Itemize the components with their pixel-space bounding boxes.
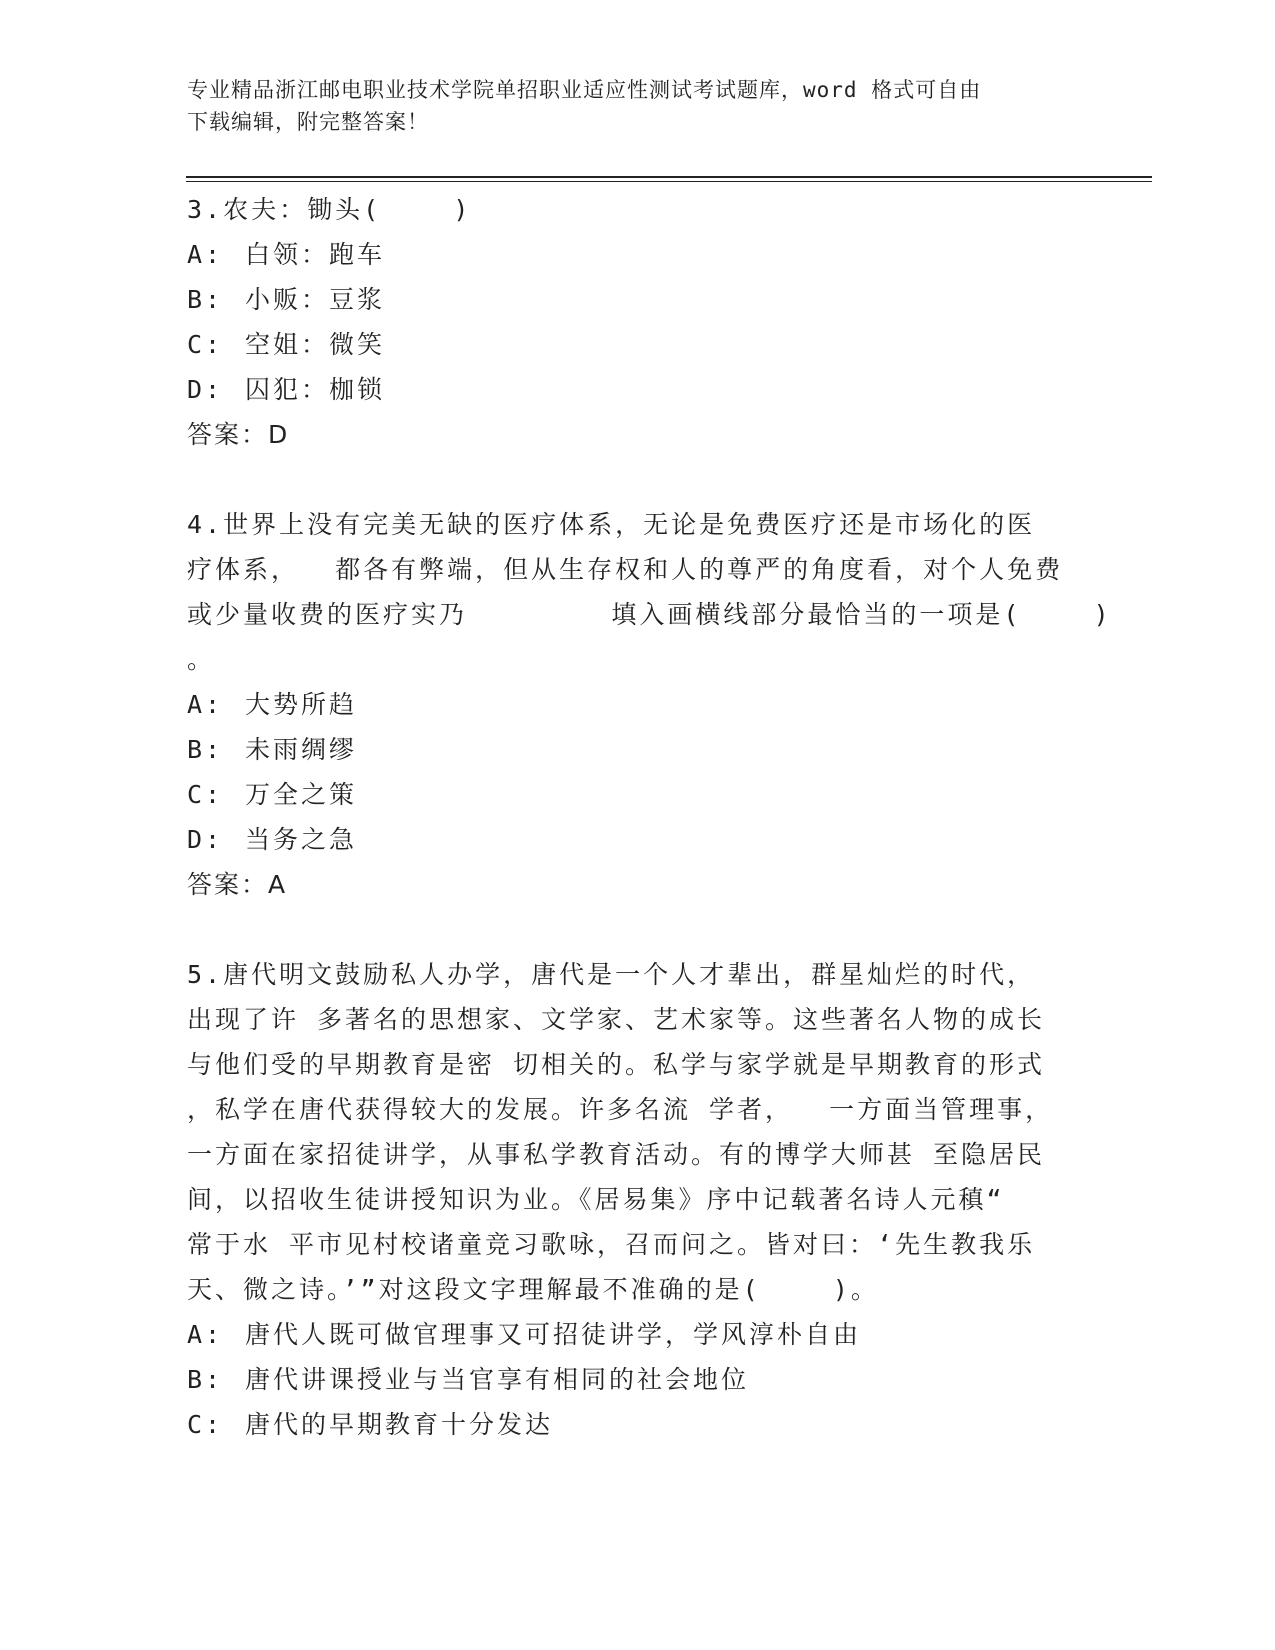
- question-4-option-b: [187, 727, 1087, 772]
- option-key: A:: [187, 240, 224, 269]
- option-key: D:: [187, 375, 224, 404]
- option-key: C:: [187, 780, 224, 809]
- question-4-stem-line: 4.世界上没有完美无缺的医疗体系，无论是免费医疗还是市场化的医: [187, 510, 1036, 539]
- option-key: C:: [187, 1410, 224, 1439]
- header-rule-thin: [186, 181, 1152, 182]
- question-5-stem-line: 间，以招收生徒讲授知识为业。《居易集》序中记载著名诗人元稹“: [187, 1185, 1005, 1214]
- question-3-option-b: [187, 277, 1087, 322]
- question-5-stem-line: ，私学在唐代获得较大的发展。许多名流 学者， 一方面当管理事，: [187, 1095, 1054, 1124]
- question-4: [187, 502, 1112, 907]
- option-text: 小贩：豆浆: [245, 285, 386, 314]
- question-5-stem-line: 出现了许 多著名的思想家、文学家、艺术家等。这些著名人物的成长: [187, 1005, 1046, 1034]
- question-4-stem-line: 疗体系， 都各有弊端，但从生存权和人的尊严的角度看，对个人免费: [187, 555, 1064, 584]
- question-5-stem-line: 天、微之诗。’”对这段文字理解最不准确的是( )。: [187, 1275, 879, 1304]
- option-text: 唐代的早期教育十分发达: [245, 1410, 554, 1439]
- option-key: A:: [187, 1320, 224, 1349]
- question-3-option-a: [187, 232, 1087, 277]
- option-text: 万全之策: [245, 780, 358, 809]
- option-text: 未雨绸缪: [245, 735, 358, 764]
- question-4-stem-line: 或少量收费的医疗实乃 填入画横线部分最恰当的一项是( ): [187, 600, 1112, 629]
- option-text: 白领：跑车: [245, 240, 386, 269]
- option-key: B:: [187, 735, 224, 764]
- option-text: 囚犯：枷锁: [245, 375, 386, 404]
- question-5-option-b: [187, 1357, 1087, 1402]
- option-text: 当务之急: [245, 825, 358, 854]
- question-5-option-c: [187, 1402, 1087, 1447]
- question-4-option-a: [187, 682, 1087, 727]
- question-5-stem-line: 与他们受的早期教育是密 切相关的。私学与家学就是早期教育的形式: [187, 1050, 1046, 1079]
- option-key: C:: [187, 330, 224, 359]
- question-4-option-d: [187, 817, 1087, 862]
- question-5-stem-line: 常于水 平市见村校诸童竞习歌咏，召而问之。皆对曰：‘先生教我乐: [187, 1230, 1036, 1259]
- spacer: [187, 907, 1087, 952]
- option-text: 唐代讲课授业与当官享有相同的社会地位: [245, 1365, 750, 1394]
- question-5-stem-line: 一方面在家招徒讲学，从事私学教育活动。有的博学大师甚 至隐居民: [187, 1140, 1046, 1169]
- header-line-1: 专业精品浙江邮电职业技术学院单招职业适应性测试考试题库，word 格式可自由: [187, 78, 982, 102]
- question-5-option-a: [187, 1312, 1087, 1357]
- option-text: 唐代人既可做官理事又可招徒讲学，学风淳朴自由: [245, 1320, 862, 1349]
- spacer: [187, 457, 1087, 502]
- option-text: 大势所趋: [245, 690, 358, 719]
- header-rule-thick: [186, 176, 1152, 178]
- option-key: B:: [187, 285, 224, 314]
- question-3-option-d: [187, 367, 1087, 412]
- question-3-answer: 答案：D: [187, 420, 290, 449]
- option-key: D:: [187, 825, 224, 854]
- option-key: A:: [187, 690, 224, 719]
- question-3-option-c: [187, 322, 1087, 367]
- option-key: B:: [187, 1365, 224, 1394]
- question-4-stem-line: 。: [187, 645, 216, 674]
- document-header: [187, 74, 1067, 138]
- question-5: [187, 952, 1087, 1447]
- question-4-answer: 答案：A: [187, 870, 288, 899]
- option-text: 空姐：微笑: [245, 330, 386, 359]
- header-line-2: 下载编辑，附完整答案！: [187, 110, 429, 134]
- question-3: [187, 187, 1087, 457]
- question-3-stem: 3.农夫：锄头( ): [187, 195, 472, 224]
- question-4-option-c: [187, 772, 1087, 817]
- question-5-stem-line: 5.唐代明文鼓励私人办学，唐代是一个人才辈出，群星灿烂的时代，: [187, 960, 1036, 989]
- document-body: [187, 187, 1112, 1447]
